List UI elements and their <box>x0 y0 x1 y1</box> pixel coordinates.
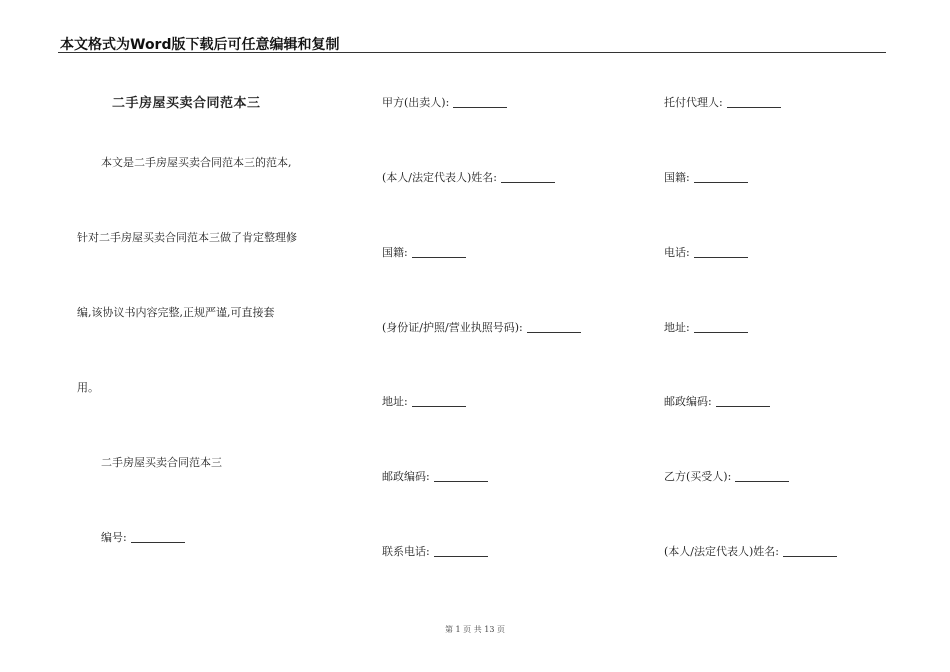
page-footer: 第 1 页 共 13 页 <box>445 625 505 634</box>
party-a-nationality-blank <box>412 256 466 258</box>
party-a-postcode-blank <box>434 480 488 482</box>
party-a-blank <box>453 106 507 108</box>
header-divider <box>58 52 886 53</box>
party-b-person-field <box>664 543 837 559</box>
agent-phone-label: 电话: <box>664 246 690 259</box>
document-title: 二手房屋买卖合同范本三 <box>112 96 261 111</box>
agent-postcode-label: 邮政编码: <box>664 395 712 408</box>
party-a-field <box>382 94 507 110</box>
agent-address-field <box>664 319 748 335</box>
party-a-address-field <box>382 393 466 409</box>
agent-phone-blank <box>694 256 748 258</box>
agent-phone-field <box>664 244 748 260</box>
party-a-postcode-label: 邮政编码: <box>382 470 430 483</box>
party-a-label: 甲方(出卖人): <box>382 96 450 109</box>
party-a-phone-blank <box>434 555 488 557</box>
party-a-person-label: (本人/法定代表人)姓名: <box>382 171 497 184</box>
intro-text-line-3: 编,该协议书内容完整,正规严谨,可直接套 <box>77 306 275 319</box>
agent-postcode-field <box>664 393 770 409</box>
party-a-nationality-label: 国籍: <box>382 246 408 259</box>
party-b-person-blank <box>783 555 837 557</box>
party-a-postcode-field <box>382 468 488 484</box>
contract-number-label: 编号: <box>101 531 127 544</box>
intro-text-line-1: 本文是二手房屋买卖合同范本三的范本, <box>101 156 292 169</box>
agent-nationality-blank <box>694 181 748 183</box>
document-header-title: 本文格式为Word版下载后可任意编辑和复制 <box>60 37 340 53</box>
agent-nationality-field <box>664 169 748 185</box>
party-a-id-label: (身份证/护照/营业执照号码): <box>382 321 523 334</box>
agent-label: 托付代理人: <box>664 96 723 109</box>
party-a-phone-label: 联系电话: <box>382 545 430 558</box>
intro-text-line-4: 用。 <box>77 381 99 394</box>
agent-field <box>664 94 781 110</box>
contract-number-blank <box>131 541 185 543</box>
party-a-phone-field <box>382 543 488 559</box>
contract-number-field <box>101 529 185 545</box>
contract-subtitle: 二手房屋买卖合同范本三 <box>101 456 222 469</box>
agent-postcode-blank <box>716 405 770 407</box>
agent-address-label: 地址: <box>664 321 690 334</box>
party-a-id-field <box>382 319 581 335</box>
party-b-field <box>664 468 789 484</box>
agent-blank <box>727 106 781 108</box>
party-a-person-blank <box>501 181 555 183</box>
party-a-id-blank <box>527 331 581 333</box>
agent-address-blank <box>694 331 748 333</box>
party-a-address-blank <box>412 405 466 407</box>
party-a-nationality-field <box>382 244 466 260</box>
party-b-label: 乙方(买受人): <box>664 470 732 483</box>
party-a-person-field <box>382 169 555 185</box>
party-b-blank <box>735 480 789 482</box>
party-a-address-label: 地址: <box>382 395 408 408</box>
party-b-person-label: (本人/法定代表人)姓名: <box>664 545 779 558</box>
agent-nationality-label: 国籍: <box>664 171 690 184</box>
intro-text-line-2: 针对二手房屋买卖合同范本三做了肯定整理修 <box>77 231 297 244</box>
